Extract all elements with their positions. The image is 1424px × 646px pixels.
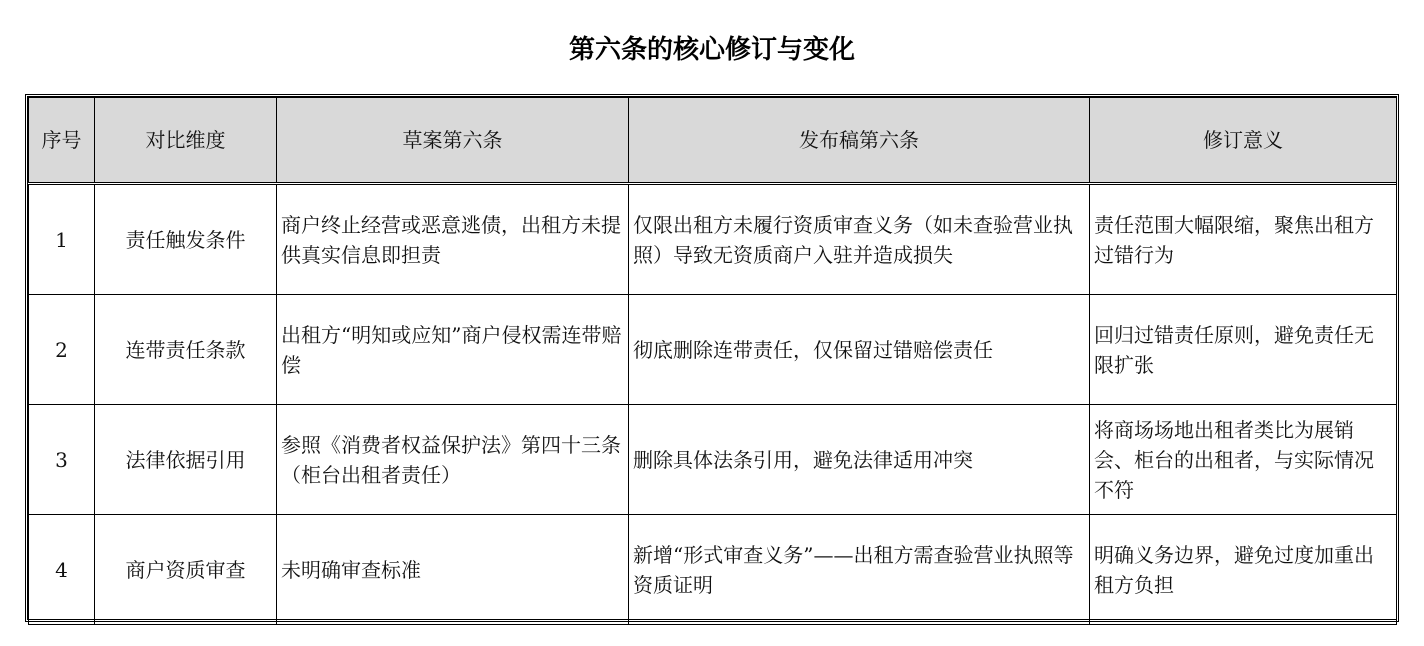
header-index: 序号 [29,98,95,184]
row-release: 彻底删除连带责任，仅保留过错赔偿责任 [629,295,1090,405]
row-meaning: 责任范围大幅限缩，聚焦出租方过错行为 [1090,184,1397,295]
header-meaning: 修订意义 [1090,98,1397,184]
comparison-table [28,97,1397,625]
header-draft: 草案第六条 [277,98,629,184]
row-draft: 商户终止经营或恶意逃债，出租方未提供真实信息即担责 [277,184,629,295]
row-draft: 出租方“明知或应知”商户侵权需连带赔偿 [277,295,629,405]
table-row [29,295,1397,405]
row-release: 仅限出租方未履行资质审查义务（如未查验营业执照）导致无资质商户入驻并造成损失 [629,184,1090,295]
row-dimension: 法律依据引用 [95,405,277,515]
row-number: 3 [29,405,95,515]
table-row [29,184,1397,295]
row-meaning: 将商场场地出租者类比为展销会、柜台的出租者，与实际情况不符 [1090,405,1397,515]
row-draft: 未明确审查标准 [277,515,629,625]
header-release: 发布稿第六条 [629,98,1090,184]
comparison-table-frame [25,94,1399,622]
table-row [29,405,1397,515]
row-number: 2 [29,295,95,405]
table-row [29,515,1397,625]
page-title: 第六条的核心修订与变化 [568,35,855,65]
header-dimension: 对比维度 [95,98,277,184]
table-header-row [29,98,1397,184]
row-release: 删除具体法条引用，避免法律适用冲突 [629,405,1090,515]
row-meaning: 明确义务边界，避免过度加重出租方负担 [1090,515,1397,625]
row-dimension: 连带责任条款 [95,295,277,405]
row-number: 4 [29,515,95,625]
row-number: 1 [29,184,95,295]
row-dimension: 责任触发条件 [95,184,277,295]
row-release: 新增“形式审查义务”——出租方需查验营业执照等资质证明 [629,515,1090,625]
row-draft: 参照《消费者权益保护法》第四十三条（柜台出租者责任） [277,405,629,515]
row-meaning: 回归过错责任原则，避免责任无限扩张 [1090,295,1397,405]
row-dimension: 商户资质审查 [95,515,277,625]
